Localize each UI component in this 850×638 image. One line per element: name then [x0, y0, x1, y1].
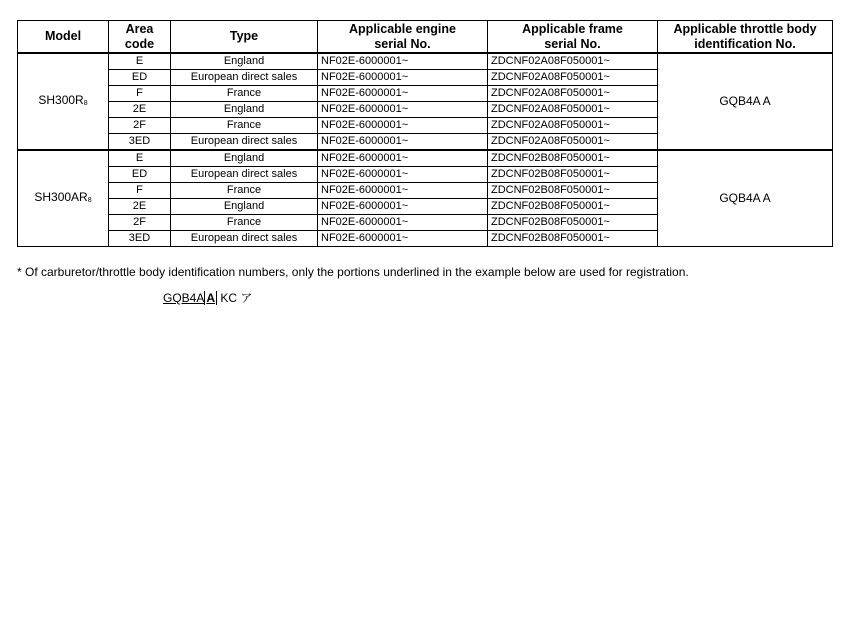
header-frame-serial: Applicable frame serial No. — [488, 21, 658, 54]
type-cell: European direct sales — [171, 134, 318, 151]
type-cell: France — [171, 183, 318, 199]
type-cell: France — [171, 86, 318, 102]
area-code-cell: 3ED — [109, 231, 171, 247]
area-code-cell: ED — [109, 167, 171, 183]
header-area-code: Area code — [109, 21, 171, 54]
frame-serial-cell: ZDCNF02A08F050001~ — [488, 118, 658, 134]
engine-serial-cell: NF02E-6000001~ — [318, 134, 488, 151]
frame-serial-cell: ZDCNF02A08F050001~ — [488, 53, 658, 70]
frame-serial-cell: ZDCNF02B08F050001~ — [488, 231, 658, 247]
area-code-cell: E — [109, 150, 171, 167]
type-cell: France — [171, 215, 318, 231]
header-row — [18, 21, 833, 54]
area-code-cell: F — [109, 183, 171, 199]
table-row — [18, 150, 833, 167]
engine-serial-cell: NF02E-6000001~ — [318, 215, 488, 231]
type-cell: England — [171, 150, 318, 167]
type-cell: European direct sales — [171, 167, 318, 183]
header-model: Model — [18, 21, 109, 54]
header-throttle-id: Applicable throttle body identification No. — [658, 21, 833, 54]
area-code-cell: 3ED — [109, 134, 171, 151]
type-cell: European direct sales — [171, 70, 318, 86]
engine-serial-cell: NF02E-6000001~ — [318, 150, 488, 167]
engine-serial-cell: NF02E-6000001~ — [318, 118, 488, 134]
example-boxed-part: A — [206, 291, 216, 305]
registration-note: * Of carburetor/throttle body identification numbers, only the portions underlined in the example below are used for registration. — [17, 265, 689, 279]
area-code-cell: E — [109, 53, 171, 70]
area-code-cell: F — [109, 86, 171, 102]
model-cell: SH300R8 — [18, 53, 109, 150]
engine-serial-cell: NF02E-6000001~ — [318, 86, 488, 102]
engine-serial-cell: NF02E-6000001~ — [318, 199, 488, 215]
type-cell: England — [171, 53, 318, 70]
frame-serial-cell: ZDCNF02A08F050001~ — [488, 134, 658, 151]
frame-serial-cell: ZDCNF02A08F050001~ — [488, 102, 658, 118]
example-remaining-part: KC ア — [220, 291, 253, 305]
engine-serial-cell: NF02E-6000001~ — [318, 231, 488, 247]
area-code-cell: ED — [109, 70, 171, 86]
frame-serial-cell: ZDCNF02A08F050001~ — [488, 70, 658, 86]
area-code-cell: 2F — [109, 215, 171, 231]
area-code-cell: 2E — [109, 102, 171, 118]
header-type: Type — [171, 21, 318, 54]
type-cell: European direct sales — [171, 231, 318, 247]
engine-serial-cell: NF02E-6000001~ — [318, 70, 488, 86]
throttle-id-cell: GQB4A A — [658, 150, 833, 247]
engine-serial-cell: NF02E-6000001~ — [318, 167, 488, 183]
frame-serial-cell: ZDCNF02B08F050001~ — [488, 167, 658, 183]
engine-serial-cell: NF02E-6000001~ — [318, 102, 488, 118]
model-cell: SH300AR8 — [18, 150, 109, 247]
type-cell: France — [171, 118, 318, 134]
frame-serial-cell: ZDCNF02B08F050001~ — [488, 215, 658, 231]
identification-example — [163, 291, 252, 305]
area-code-cell: 2E — [109, 199, 171, 215]
frame-serial-cell: ZDCNF02A08F050001~ — [488, 86, 658, 102]
frame-serial-cell: ZDCNF02B08F050001~ — [488, 183, 658, 199]
serial-number-table — [17, 20, 833, 247]
header-engine-serial: Applicable engine serial No. — [318, 21, 488, 54]
area-code-cell: 2F — [109, 118, 171, 134]
throttle-id-cell: GQB4A A — [658, 53, 833, 150]
engine-serial-cell: NF02E-6000001~ — [318, 53, 488, 70]
frame-serial-cell: ZDCNF02B08F050001~ — [488, 199, 658, 215]
frame-serial-cell: ZDCNF02B08F050001~ — [488, 150, 658, 167]
type-cell: England — [171, 199, 318, 215]
table-row — [18, 53, 833, 70]
type-cell: England — [171, 102, 318, 118]
engine-serial-cell: NF02E-6000001~ — [318, 183, 488, 199]
example-underlined-part: GQB4A — [163, 291, 205, 305]
